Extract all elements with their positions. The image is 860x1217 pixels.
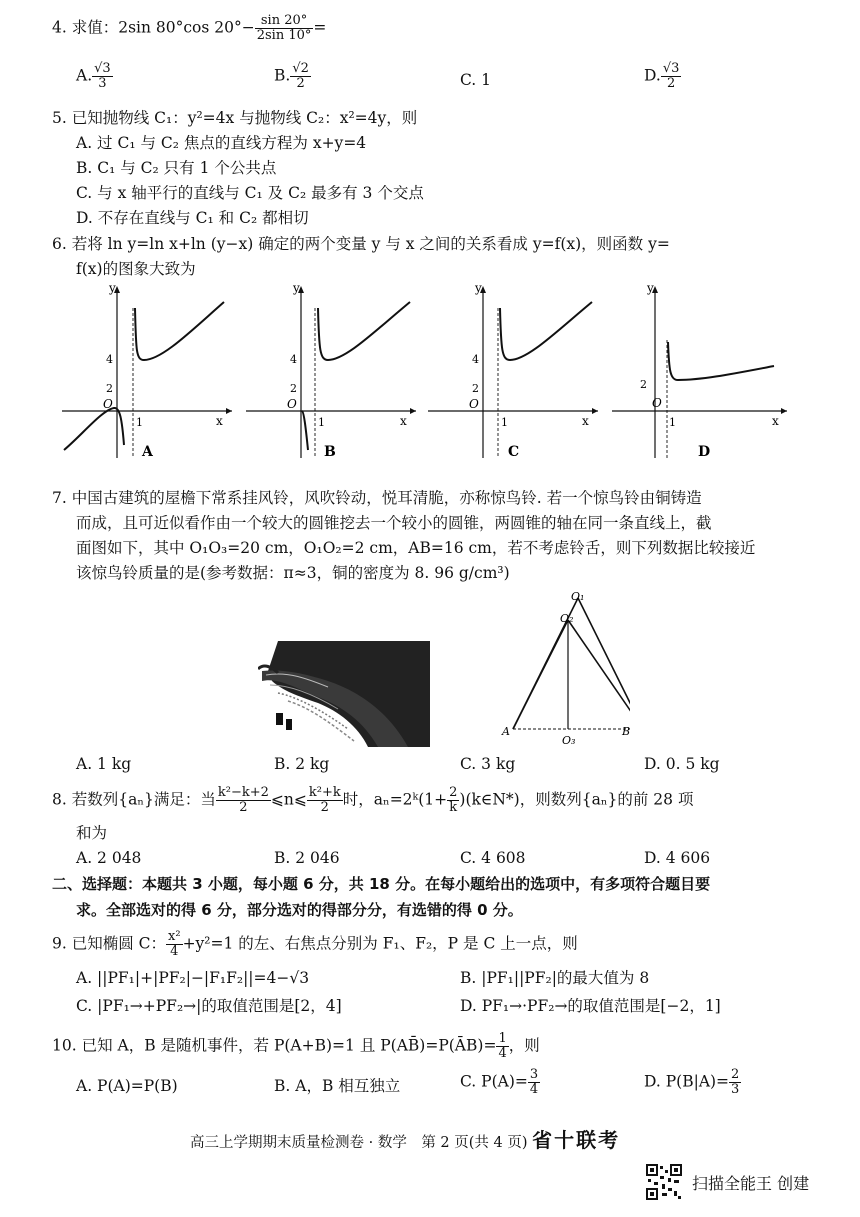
graph-c-origin: O <box>469 397 479 411</box>
q4-option-c: C. 1 <box>460 71 492 89</box>
q7-line3: 面图如下，其中 O₁O₃=20 cm，O₁O₂=2 cm，AB=16 cm，若不考虑铃舌，则下列数据比较接近 <box>76 539 756 557</box>
label-o3: O₃ <box>562 734 576 747</box>
graph-c-tick-2: 2 <box>472 382 479 395</box>
q9-stem: 9. 已知椭圆 C： $\frac{\text{x²}}{4}$ +y²=1 的左、右焦点分别为 F₁、F₂，P 是 C 上一点，则 <box>52 929 578 959</box>
label-o1-top: O₁ <box>571 590 585 603</box>
graph-d-y-label: y <box>647 281 654 295</box>
page-footer <box>190 1124 620 1153</box>
q8-option-a: A. 2 048 <box>76 849 142 867</box>
q4-option-a: A. $\frac{√3}{3}$ <box>76 61 111 91</box>
graph-d <box>612 280 792 460</box>
q9-option-a: A. ||PF₁|+|PF₂|−|F₁F₂||=4−√3 <box>76 969 310 987</box>
q7-option-d: D. 0. 5 kg <box>644 755 720 773</box>
graph-d-origin: O <box>652 396 662 410</box>
q9-option-b: B. |PF₁||PF₂|的最大值为 8 <box>460 969 650 987</box>
graph-c-tick-4: 4 <box>472 353 479 366</box>
graph-b-origin: O <box>287 397 297 411</box>
graph-c-y-label: y <box>475 281 482 295</box>
q8-stem: 8. 若数列{aₙ}满足：当 $\frac{\text{k²−k+2}}{2}$ ⩽n⩽ $\frac{\text{k²+k}}{2}$ 时，aₙ=2ᵏ(1+ $\frac{2}{k}$ )(k∈N*)，则数列{aₙ}的前 28 项 <box>52 785 694 815</box>
graph-a-x-label: x <box>216 414 223 428</box>
graph-a-origin: O <box>103 397 113 411</box>
q4-stem: 4. 求值：2sin 80°cos 20°− $\frac{\sin 20^\circ}{2\sin 10^\circ}$ = <box>52 13 327 43</box>
q7-line4: 该惊鸟铃质量的是(参考数据：π≈3，铜的密度为 8. 96 g/cm³) <box>76 564 510 582</box>
q8-line2: 和为 <box>76 824 108 842</box>
q10-stem: 10. 已知 A，B 是随机事件，若 P(A+B)=1 且 P(AB̄)=P(ĀB)= $\frac{1}{4}$ ，则 <box>52 1031 540 1061</box>
graph-c-label: C <box>508 444 520 460</box>
q5-option-b: B. C₁ 与 C₂ 只有 1 个公共点 <box>76 159 277 177</box>
footer-text: 高三上学期期末质量检测卷 · 数学 第 2 页(共 4 页) <box>190 1135 528 1151</box>
q6-line1: 6. 若将 ln y=ln x+ln (y−x) 确定的两个变量 y 与 x 之间的关系看成 y=f(x)，则函数 y= <box>52 235 670 253</box>
scanner-watermark: 扫描全能王 创建 <box>692 1174 810 1193</box>
eaves-bell-photo <box>258 641 430 747</box>
graph-b-tick-1: 1 <box>318 416 325 429</box>
graph-a-tick-2: 2 <box>106 382 113 395</box>
graph-c <box>428 280 608 460</box>
q9-option-c: C. |PF₁→+PF₂→|的取值范围是[2，4] <box>76 997 342 1015</box>
graph-a <box>62 280 242 460</box>
graph-d-tick-1: 1 <box>669 416 676 429</box>
footer-seal: 省十联考 <box>532 1128 621 1152</box>
graph-d-x-label: x <box>772 414 779 428</box>
graph-d-label: D <box>698 444 711 460</box>
graph-b-y-label: y <box>293 281 300 295</box>
graph-b-label: B <box>324 444 336 460</box>
q7-option-c: C. 3 kg <box>460 755 516 773</box>
graph-c-x-label: x <box>582 414 589 428</box>
graph-a-tick-4: 4 <box>106 353 113 366</box>
q7-line1: 7. 中国古建筑的屋檐下常系挂风铃，风吹铃动，悦耳清脆，亦称惊鸟铃. 若一个惊鸟铃由铜铸造 <box>52 489 702 507</box>
section-2-line2: 求。全部选对的得 6 分，部分选对的得部分分，有选错的得 0 分。 <box>76 901 523 919</box>
section-2-line1: 二、选择题：本题共 3 小题，每小题 6 分，共 18 分。在每小题给出的选项中，有多项符合题目要 <box>52 875 711 893</box>
q5-option-d: D. 不存在直线与 C₁ 和 C₂ 都相切 <box>76 209 309 227</box>
q6-line2: f(x)的图象大致为 <box>76 260 196 278</box>
cone-cross-section-diagram <box>500 588 630 748</box>
q8-option-b: B. 2 046 <box>274 849 340 867</box>
q7-option-a: A. 1 kg <box>76 755 132 773</box>
q4-option-b: B. $\frac{√2}{2}$ <box>274 61 309 91</box>
q8-option-d: D. 4 606 <box>644 849 711 867</box>
label-b: B <box>622 725 630 738</box>
graph-d-tick-2: 2 <box>640 378 647 391</box>
q4-option-d: D. $\frac{√3}{2}$ <box>644 61 680 91</box>
graph-a-y-label: y <box>109 281 116 295</box>
q9-option-d: D. PF₁→·PF₂→的取值范围是[−2，1] <box>460 997 721 1015</box>
graph-b-x-label: x <box>400 414 407 428</box>
q5-stem: 5. 已知抛物线 C₁：y²=4x 与抛物线 C₂：x²=4y，则 <box>52 109 418 127</box>
q10-option-b: B. A，B 相互独立 <box>274 1077 401 1095</box>
q5-option-a: A. 过 C₁ 与 C₂ 焦点的直线方程为 x+y=4 <box>76 134 367 152</box>
graph-a-label: A <box>142 444 153 460</box>
graph-b-tick-2: 2 <box>290 382 297 395</box>
q8-option-c: C. 4 608 <box>460 849 526 867</box>
graph-c-tick-1: 1 <box>501 416 508 429</box>
graph-b-tick-4: 4 <box>290 353 297 366</box>
label-o2: O₂ <box>560 612 574 625</box>
qr-code-icon <box>646 1164 682 1200</box>
q10-option-c: C. P(A)= $\frac{3}{4}$ <box>460 1067 539 1097</box>
q7-option-b: B. 2 kg <box>274 755 330 773</box>
label-a: A <box>502 725 510 738</box>
q5-option-c: C. 与 x 轴平行的直线与 C₁ 及 C₂ 最多有 3 个交点 <box>76 184 424 202</box>
graph-a-tick-1: 1 <box>136 416 143 429</box>
q10-option-d: D. P(B|A)= $\frac{2}{3}$ <box>644 1067 740 1097</box>
q7-line2: 而成，且可近似看作由一个较大的圆锥挖去一个较小的圆锥，两圆锥的轴在同一条直线上，截 <box>76 514 712 532</box>
graph-b <box>246 280 426 460</box>
q10-option-a: A. P(A)=P(B) <box>76 1077 178 1095</box>
